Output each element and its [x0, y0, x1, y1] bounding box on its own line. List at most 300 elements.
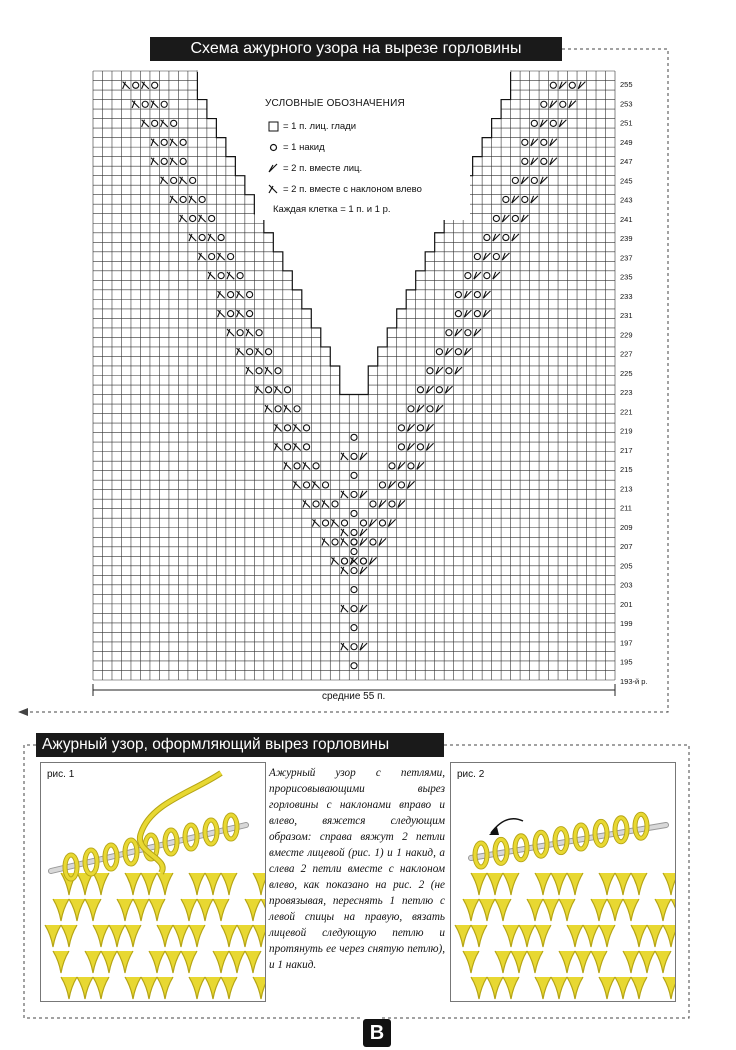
figure-2-knitting-illustration	[451, 763, 675, 1001]
yarn-over-mark	[275, 406, 281, 412]
right-decrease-mark	[417, 462, 424, 469]
row-label: 211	[620, 503, 632, 513]
yarn-over-mark	[436, 387, 442, 393]
legend	[255, 96, 470, 220]
yarn-over-mark	[550, 82, 556, 88]
right-decrease-mark	[483, 291, 490, 298]
right-decrease-mark	[474, 272, 481, 279]
row-label: 219	[620, 426, 633, 436]
yarn-stitch	[527, 899, 543, 921]
yarn-over-mark	[313, 463, 319, 469]
right-decrease-mark	[436, 405, 443, 412]
legend-note: Каждая клетка = 1 п. и 1 р.	[273, 204, 391, 215]
yarn-stitch	[631, 873, 647, 895]
right-decrease-mark	[512, 234, 519, 241]
yarn-stitch	[61, 925, 77, 947]
yarn-over-mark	[522, 196, 528, 202]
k2tog-left-icon	[267, 183, 279, 195]
yarn-stitch	[165, 951, 181, 973]
yarn-stitch	[567, 873, 583, 895]
legend-text: = 1 п. лиц. глади	[283, 120, 357, 132]
right-decrease-mark	[445, 348, 452, 355]
yarn-stitch	[53, 899, 69, 921]
yarn-stitch	[655, 899, 671, 921]
left-decrease-mark	[161, 120, 168, 127]
yarn-stitch	[503, 977, 519, 999]
yarn-stitch	[45, 925, 61, 947]
yarn-stitch	[93, 977, 109, 999]
right-decrease-mark	[464, 310, 471, 317]
yarn-over-mark	[474, 292, 480, 298]
right-decrease-mark	[464, 348, 471, 355]
yarn-stitch	[551, 873, 567, 895]
row-label: 241	[620, 214, 633, 224]
yarn-over-mark	[351, 625, 357, 631]
yarn-stitch	[663, 977, 675, 999]
right-decrease-mark	[550, 158, 557, 165]
row-label: 199	[620, 619, 633, 629]
right-decrease-mark	[569, 101, 576, 108]
yarn-over-mark	[484, 234, 490, 240]
figure-1-knitting-illustration	[41, 763, 265, 1001]
legend-text: = 2 п. вместе лиц.	[283, 162, 363, 174]
right-decrease-mark	[426, 443, 433, 450]
yarn-over-mark	[522, 139, 528, 145]
yarn-stitch	[221, 925, 237, 947]
yarn-stitch	[503, 925, 519, 947]
right-decrease-mark	[550, 139, 557, 146]
row-label: 209	[620, 522, 633, 532]
yarn-over-mark	[408, 463, 414, 469]
row-label: 237	[620, 253, 633, 263]
yarn-over-mark	[247, 292, 253, 298]
yarn-stitch	[639, 951, 655, 973]
yarn-over-mark	[294, 463, 300, 469]
left-decrease-mark	[189, 196, 196, 203]
row-label: 251	[620, 118, 633, 128]
yarn-over-mark	[256, 368, 262, 374]
row-label: 203	[620, 580, 633, 590]
yarn-over-mark	[351, 472, 357, 478]
yarn-over-mark	[294, 406, 300, 412]
yarn-stitch	[615, 873, 631, 895]
yarn-over-mark	[427, 368, 433, 374]
right-decrease-mark	[559, 120, 566, 127]
yarn-over-mark	[351, 606, 357, 612]
row-label: 253	[620, 99, 633, 109]
left-decrease-mark	[274, 443, 281, 450]
row-label: 227	[620, 349, 633, 359]
left-decrease-mark	[218, 253, 225, 260]
left-decrease-mark	[142, 120, 149, 127]
yarn-stitch	[149, 899, 165, 921]
yarn-stitch	[543, 899, 559, 921]
yarn-stitch	[157, 977, 173, 999]
left-decrease-mark	[246, 367, 253, 374]
yarn-stitch	[157, 925, 173, 947]
yarn-over-mark	[275, 368, 281, 374]
yarn-over-mark	[284, 444, 290, 450]
yarn-stitch	[615, 977, 631, 999]
right-decrease-mark	[464, 291, 471, 298]
legend-item-yarnover	[267, 141, 325, 153]
yarn-over-mark	[541, 101, 547, 107]
right-decrease-mark	[360, 567, 367, 574]
left-decrease-mark	[142, 82, 149, 89]
yarn-stitch	[189, 977, 205, 999]
yarn-over-mark	[484, 273, 490, 279]
figure-2-label: рис. 2	[457, 769, 485, 780]
yarn-over-mark	[379, 520, 385, 526]
right-decrease-mark	[483, 253, 490, 260]
yarn-stitch	[85, 951, 101, 973]
yarn-over-mark	[332, 539, 338, 545]
left-decrease-mark	[151, 158, 158, 165]
right-decrease-mark	[540, 120, 547, 127]
yarn-stitch	[221, 873, 237, 895]
yarn-over-mark	[190, 215, 196, 221]
yarn-over-mark	[351, 529, 357, 535]
left-decrease-mark	[303, 500, 310, 507]
yarn-over-mark	[436, 349, 442, 355]
row-number-labels	[620, 80, 648, 686]
yarn-over-mark	[142, 101, 148, 107]
yarn-stitch	[253, 925, 265, 947]
right-decrease-mark	[531, 139, 538, 146]
right-decrease-mark	[360, 453, 367, 460]
left-decrease-mark	[227, 272, 234, 279]
row-label: 195	[620, 657, 633, 667]
yarn-stitch	[551, 977, 567, 999]
right-decrease-mark	[407, 443, 414, 450]
row-label: 217	[620, 445, 633, 455]
yarn-stitch	[181, 951, 197, 973]
yarn-over-mark	[493, 215, 499, 221]
row-label: 201	[620, 599, 633, 609]
yarn-over-mark	[284, 387, 290, 393]
left-decrease-mark	[265, 405, 272, 412]
left-decrease-mark	[246, 329, 253, 336]
right-decrease-mark	[398, 500, 405, 507]
yarn-stitch	[109, 925, 125, 947]
yarn-over-mark	[465, 273, 471, 279]
yarn-over-mark	[370, 539, 376, 545]
yarn-stitch	[133, 899, 149, 921]
yarn-stitch	[591, 899, 607, 921]
legend-item-k2tog	[267, 162, 362, 174]
right-decrease-mark	[483, 310, 490, 317]
left-decrease-mark	[293, 443, 300, 450]
yarn-over-mark	[180, 158, 186, 164]
yarn-over-mark	[247, 349, 253, 355]
yarn-over-mark	[569, 82, 575, 88]
yarn-stitch	[455, 925, 471, 947]
yarn-over-mark	[341, 558, 347, 564]
right-decrease-mark	[474, 329, 481, 336]
row-label: 233	[620, 291, 633, 301]
yarn-stitch	[93, 925, 109, 947]
left-decrease-mark	[303, 462, 310, 469]
yarn-over-mark	[133, 82, 139, 88]
yarn-stitch	[237, 925, 253, 947]
yarn-over-mark	[351, 644, 357, 650]
left-decrease-mark	[199, 253, 206, 260]
yarn-over-mark	[171, 177, 177, 183]
yarn-stitch	[189, 925, 205, 947]
yarn-over-mark	[313, 501, 319, 507]
yarn-stitch	[599, 925, 615, 947]
yarn-stitch	[599, 873, 615, 895]
yarn-over-circle-icon	[267, 141, 279, 153]
left-decrease-mark	[199, 215, 206, 222]
yarn-over-mark	[152, 120, 158, 126]
yarn-stitch	[519, 925, 535, 947]
yarn-stitch	[655, 951, 671, 973]
right-decrease-mark	[578, 82, 585, 89]
yarn-stitch	[631, 977, 647, 999]
yarn-stitch	[69, 899, 85, 921]
yarn-stitch	[575, 951, 591, 973]
yarn-over-mark	[351, 663, 357, 669]
yarn-over-mark	[209, 215, 215, 221]
yarn-over-mark	[303, 482, 309, 488]
yarn-over-mark	[512, 177, 518, 183]
yarn-stitch	[85, 899, 101, 921]
left-decrease-mark	[341, 453, 348, 460]
yarn-over-mark	[341, 520, 347, 526]
yarn-over-mark	[199, 196, 205, 202]
yarn-stitch	[253, 977, 265, 999]
yarn-over-mark	[455, 292, 461, 298]
left-decrease-mark	[341, 538, 348, 545]
yarn-stitch	[535, 873, 551, 895]
yarn-over-mark	[465, 330, 471, 336]
left-decrease-mark	[265, 367, 272, 374]
yarn-over-mark	[417, 387, 423, 393]
right-decrease-mark	[388, 481, 395, 488]
yarn-stitch	[117, 899, 133, 921]
yarn-stitch	[173, 925, 189, 947]
yarn-over-mark	[247, 311, 253, 317]
yarn-stitch	[229, 951, 245, 973]
yarn-over-mark	[503, 234, 509, 240]
yarn-over-mark	[351, 548, 357, 554]
yarn-stitch	[623, 951, 639, 973]
yarn-stitch	[245, 951, 261, 973]
left-decrease-mark	[180, 177, 187, 184]
yarn-stitch	[53, 951, 69, 973]
right-decrease-mark	[360, 643, 367, 650]
yarn-over-mark	[266, 387, 272, 393]
yarn-over-mark	[360, 558, 366, 564]
row-label: 197	[620, 638, 633, 648]
k2tog-right-icon	[267, 162, 279, 174]
left-decrease-mark	[322, 538, 329, 545]
left-decrease-mark	[284, 405, 291, 412]
right-decrease-mark	[493, 234, 500, 241]
yarn-over-mark	[322, 482, 328, 488]
yarn-stitch	[125, 977, 141, 999]
row-label: 213	[620, 484, 633, 494]
yarn-over-mark	[427, 406, 433, 412]
yarn-stitch	[463, 951, 479, 973]
row-label: 193-й р.	[620, 677, 648, 686]
left-decrease-mark	[284, 462, 291, 469]
row-label: 249	[620, 137, 633, 147]
yarn-over-mark	[531, 120, 537, 126]
right-decrease-mark	[360, 605, 367, 612]
figure-2-frame	[450, 762, 676, 1002]
left-decrease-mark	[331, 519, 338, 526]
yarn-over-mark	[417, 444, 423, 450]
left-decrease-mark	[170, 139, 177, 146]
yarn-stitch	[607, 899, 623, 921]
yarn-stitch	[261, 899, 265, 921]
yarn-over-mark	[256, 330, 262, 336]
left-decrease-mark	[274, 424, 281, 431]
right-decrease-mark	[521, 177, 528, 184]
right-decrease-mark	[379, 500, 386, 507]
right-decrease-mark	[407, 481, 414, 488]
yarn-over-mark	[560, 101, 566, 107]
yarn-stitch	[125, 925, 141, 947]
left-decrease-mark	[312, 519, 319, 526]
yarn-over-mark	[199, 234, 205, 240]
yarn-over-mark	[237, 273, 243, 279]
yarn-over-mark	[474, 311, 480, 317]
yarn-over-mark	[455, 349, 461, 355]
yarn-over-mark	[303, 444, 309, 450]
yarn-stitch	[471, 977, 487, 999]
yarn-stitch	[495, 899, 511, 921]
right-decrease-mark	[502, 253, 509, 260]
left-decrease-mark	[331, 557, 338, 564]
right-decrease-mark	[360, 529, 367, 536]
left-decrease-mark	[170, 158, 177, 165]
yarn-stitch	[101, 951, 117, 973]
yarn-stitch	[213, 899, 229, 921]
right-decrease-mark	[388, 519, 395, 526]
yarn-over-mark	[180, 196, 186, 202]
yarn-over-mark	[522, 158, 528, 164]
yarn-over-mark	[351, 453, 357, 459]
yarn-stitch	[559, 899, 575, 921]
left-decrease-mark	[255, 348, 262, 355]
yarn-over-mark	[209, 253, 215, 259]
yarn-over-mark	[351, 587, 357, 593]
left-decrease-mark	[293, 424, 300, 431]
yarn-stitch	[559, 951, 575, 973]
stitch-count-caption: средние 55 п.	[322, 691, 386, 702]
right-decrease-mark	[550, 101, 557, 108]
left-decrease-mark	[123, 82, 130, 89]
yarn-over-mark	[398, 425, 404, 431]
yarn-over-mark	[237, 330, 243, 336]
left-decrease-mark	[151, 139, 158, 146]
yarn-stitch	[583, 925, 599, 947]
yarn-stitch	[125, 873, 141, 895]
row-label: 255	[620, 80, 633, 89]
yarn-stitch	[663, 925, 675, 947]
knit-stitch-square-icon	[267, 120, 279, 132]
yarn-over-mark	[351, 434, 357, 440]
yarn-stitch	[471, 925, 487, 947]
yarn-over-mark	[417, 425, 423, 431]
right-decrease-mark	[502, 215, 509, 222]
left-decrease-mark	[341, 491, 348, 498]
yarn-stitch	[205, 977, 221, 999]
right-decrease-mark	[369, 557, 376, 564]
yarn-stitch	[205, 873, 221, 895]
yarn-over-mark	[351, 491, 357, 497]
legend-item-knit	[267, 120, 356, 132]
yarn-stitch	[149, 951, 165, 973]
right-decrease-mark	[360, 538, 367, 545]
yarn-over-mark	[389, 463, 395, 469]
yarn-stitch	[117, 951, 133, 973]
yarn-over-mark	[541, 139, 547, 145]
left-decrease-mark	[341, 529, 348, 536]
right-decrease-mark	[369, 519, 376, 526]
right-decrease-mark	[455, 329, 462, 336]
yarn-stitch	[631, 925, 647, 947]
yarn-stitch	[671, 899, 675, 921]
yarn-stitch	[197, 899, 213, 921]
yarn-over-mark	[541, 158, 547, 164]
right-decrease-mark	[493, 272, 500, 279]
right-decrease-mark	[360, 491, 367, 498]
yarn-over-mark	[398, 444, 404, 450]
yarn-over-mark	[351, 510, 357, 516]
row-label: 235	[620, 272, 633, 282]
yarn-over-mark	[446, 330, 452, 336]
yarn-over-mark	[446, 368, 452, 374]
row-label: 231	[620, 311, 633, 321]
yarn-stitch	[141, 977, 157, 999]
yarn-over-mark	[531, 177, 537, 183]
left-decrease-mark	[237, 291, 244, 298]
right-decrease-mark	[426, 424, 433, 431]
row-label: 229	[620, 330, 633, 340]
right-decrease-mark	[436, 367, 443, 374]
yarn-over-mark	[379, 482, 385, 488]
yarn-stitch	[213, 951, 229, 973]
section-title: Ажурный узор, оформляющий вырез горловины	[36, 733, 444, 757]
yarn-stitch	[479, 899, 495, 921]
left-decrease-mark	[170, 196, 177, 203]
yarn-stitch	[623, 899, 639, 921]
yarn-stitch	[535, 977, 551, 999]
yarn-stitch	[61, 977, 77, 999]
right-decrease-mark	[379, 538, 386, 545]
yarn-stitch	[253, 873, 265, 895]
left-decrease-mark	[218, 291, 225, 298]
yarn-over-mark	[303, 425, 309, 431]
yarn-stitch	[471, 873, 487, 895]
yarn-over-mark	[474, 253, 480, 259]
yarn-over-mark	[503, 196, 509, 202]
yarn-over-mark	[161, 101, 167, 107]
yarn-over-mark	[455, 311, 461, 317]
right-decrease-mark	[531, 196, 538, 203]
left-decrease-mark	[237, 348, 244, 355]
yarn-stitch	[181, 899, 197, 921]
left-decrease-mark	[208, 234, 215, 241]
legend-item-ssk	[267, 183, 422, 195]
right-decrease-mark	[455, 367, 462, 374]
yarn-over-mark	[266, 349, 272, 355]
left-decrease-mark	[341, 643, 348, 650]
